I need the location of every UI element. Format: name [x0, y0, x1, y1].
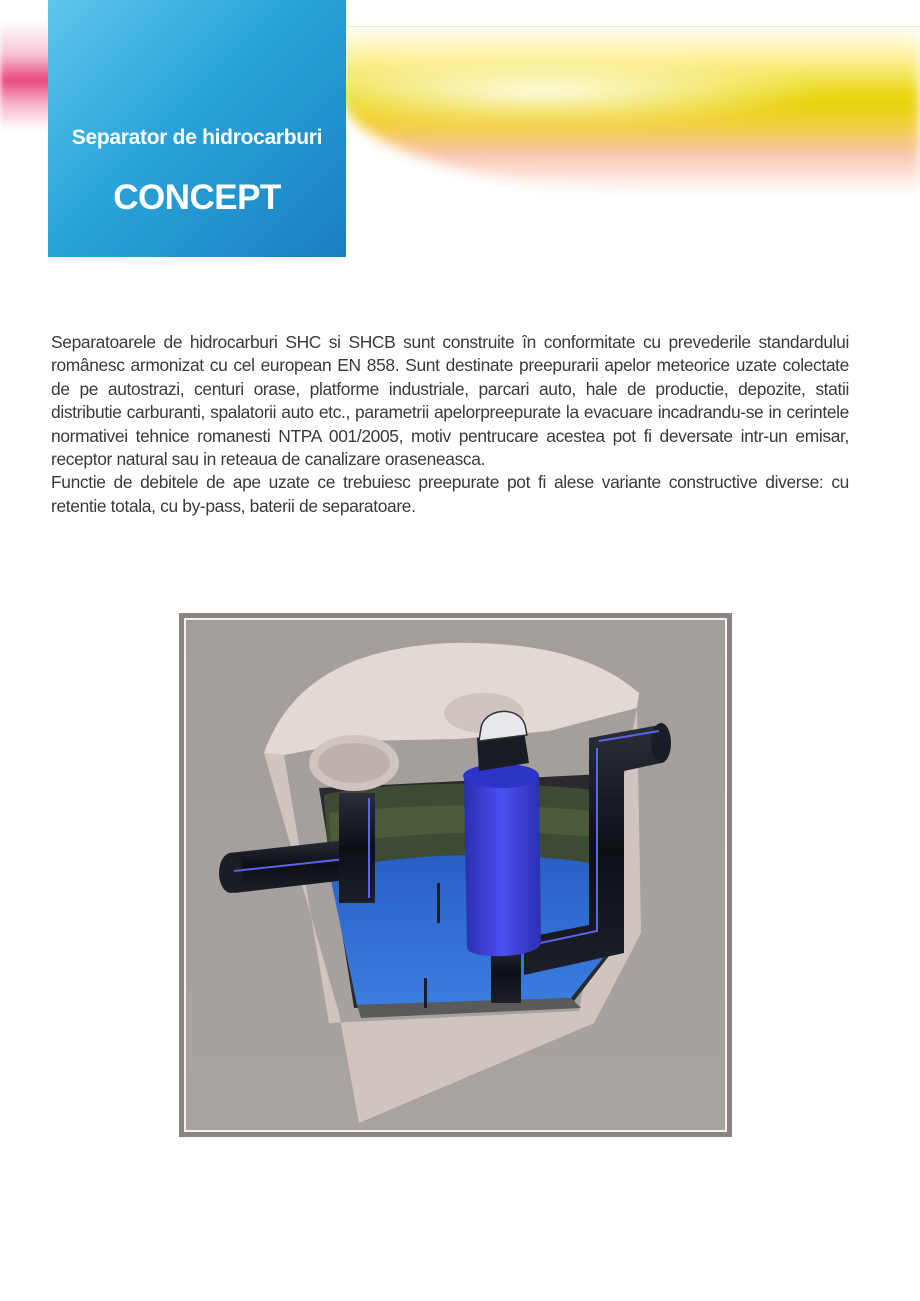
header-title: CONCEPT — [113, 178, 281, 217]
description-paragraph-1: Separatoarele de hidrocarburi SHC si SHCB sunt construite în conformitate cu prevederile standardului românesc armonizat cu cel european EN 858. Sunt destinate preepurarii apelor meteorice uzate colectate de pe autostrazi, centuri orase, platforme industriale, parcari auto, hale de productie, depozite, statii distributie carburanti, spalatorii auto etc., parametrii apelorpreepurate la evacuare incadrandu-se in cerintele normativei tehnice romanesti NTPA 001/2005, motiv pentrucare acestea pot fi deversate intr-un emisar, receptor natural sau in reteaua de canalizare oraseneasca. — [51, 332, 849, 470]
description-text — [51, 331, 849, 518]
separator-illustration — [179, 613, 732, 1137]
header-rule — [340, 26, 920, 27]
header-banner — [48, 0, 346, 257]
description-paragraph-2: Functie de debitele de ape uzate ce trebuiesc preepurate pot fi alese variante constructive diverse: cu retentie totala, cu by-pass, baterii de separatoare. — [51, 472, 849, 516]
decorative-swoosh-right — [340, 24, 920, 194]
separator-cutaway-image — [179, 613, 732, 1137]
header-subtitle: Separator de hidrocarburi — [71, 126, 323, 149]
